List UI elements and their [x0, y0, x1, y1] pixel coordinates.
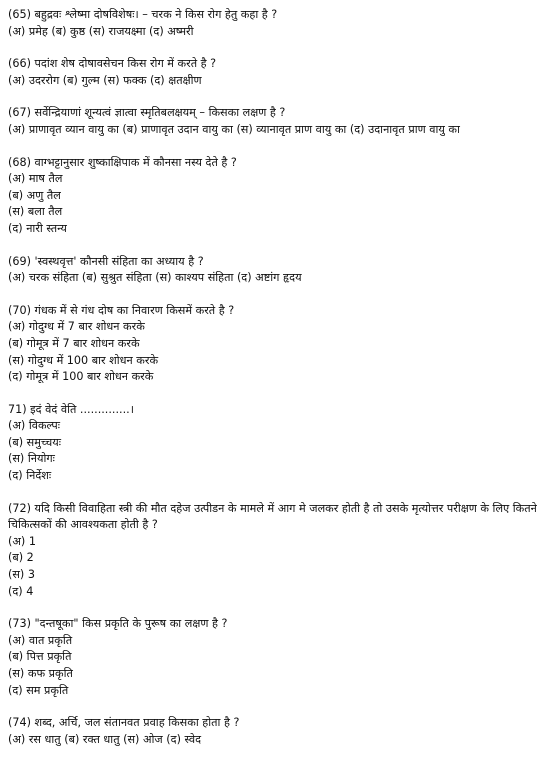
question-67 — [8, 105, 546, 138]
option-d: (द) 4 — [8, 584, 34, 598]
question-text: (70) गंधक में से गंध दोष का निवारण किसमें करते है ? — [8, 303, 235, 317]
option-d: (द) निर्देशः — [8, 469, 52, 483]
option-c: (स) 3 — [8, 568, 35, 582]
option-a: (अ) विकल्पः — [8, 419, 60, 433]
option-b: (ब) गोमूत्र में 7 बार शोधन करके — [8, 336, 140, 350]
option-b: (ब) अणु तैल — [8, 188, 61, 202]
question-66 — [8, 56, 546, 89]
question-71 — [8, 402, 546, 485]
question-69 — [8, 254, 546, 287]
option-b: (ब) पित्त प्रकृति — [8, 650, 72, 664]
question-73 — [8, 616, 546, 699]
question-text: (66) पदांश शेष दोषावसेचन किस रोग में करते है ? — [8, 57, 217, 71]
option-line: (अ) प्राणावृत व्यान वायु का (ब) प्राणावृत उदान वायु का (स) व्यानावृत प्राण वायु का (द) उदानावृत प्राण वायु का — [8, 122, 460, 136]
question-72 — [8, 501, 546, 601]
question-text: 71) इदं वेदं वेति ..............। — [8, 402, 134, 416]
option-b: (ब) समुच्चयः — [8, 435, 61, 449]
question-text: (67) सर्वेन्द्रियाणां शून्यत्वं ज्ञात्वा स्मृतिबलक्षयम् – किसका लक्षण है ? — [8, 106, 286, 120]
option-line: (अ) प्रमेह (ब) कुष्ठ (स) राजयक्ष्मा (द) अष्मरी — [8, 24, 194, 38]
question-70 — [8, 303, 546, 386]
question-text: (68) वाग्भट्टानुसार शुष्काक्षिपाक में कौनसा नस्य देते है ? — [8, 155, 237, 169]
option-d: (द) सम प्रकृति — [8, 683, 69, 697]
option-line: (अ) रस धातु (ब) रक्त धातु (स) ओज (द) स्वेद — [8, 732, 202, 746]
option-a: (अ) माष तैल — [8, 172, 63, 186]
option-line: (अ) उदररोग (ब) गुल्म (स) फक्क (द) क्षतक्षीण — [8, 73, 202, 87]
option-b: (ब) 2 — [8, 551, 34, 565]
question-text: (73) "दन्तषूका" किस प्रकृति के पुरूष का लक्षण है ? — [8, 617, 228, 631]
option-a: (अ) वात प्रकृति — [8, 633, 73, 647]
option-c: (स) नियोगः — [8, 452, 55, 466]
option-c: (स) बला तैल — [8, 205, 63, 219]
option-a: (अ) गोदुग्ध में 7 बार शोधन करके — [8, 320, 145, 334]
question-text: (74) शब्द, अर्चि, जल संतानवत प्रवाह किसका होता है ? — [8, 716, 240, 730]
question-text: (65) बहुद्रवः श्लेष्मा दोषविशेषः। – चरक ने किस रोग हेतु कहा है ? — [8, 8, 278, 21]
option-d: (द) गोमूत्र में 100 बार शोधन करके — [8, 370, 154, 384]
question-text: (72) यदि किसी विवाहिता स्त्री की मौत दहेज उत्पीडन के मामले में आग मे जलकर होती है तो उसके मृत्योत्तर परीक्षण के लिए कितने चिकित्सकों की आवश्यकता होती है ? — [8, 501, 537, 532]
option-c: (स) कफ प्रकृति — [8, 667, 73, 680]
option-a: (अ) 1 — [8, 534, 36, 548]
option-line: (अ) चरक संहिता (ब) सुश्रुत संहिता (स) काश्यप संहिता (द) अष्टांग हृदय — [8, 271, 302, 285]
question-68 — [8, 155, 546, 238]
question-74 — [8, 715, 546, 748]
option-c: (स) गोदुग्ध में 100 बार शोधन करके — [8, 353, 159, 367]
option-d: (द) नारी स्तन्य — [8, 221, 67, 235]
question-65 — [8, 7, 546, 40]
question-text: (69) 'स्वस्थवृत्त' कौनसी संहिता का अध्याय है ? — [8, 254, 204, 268]
